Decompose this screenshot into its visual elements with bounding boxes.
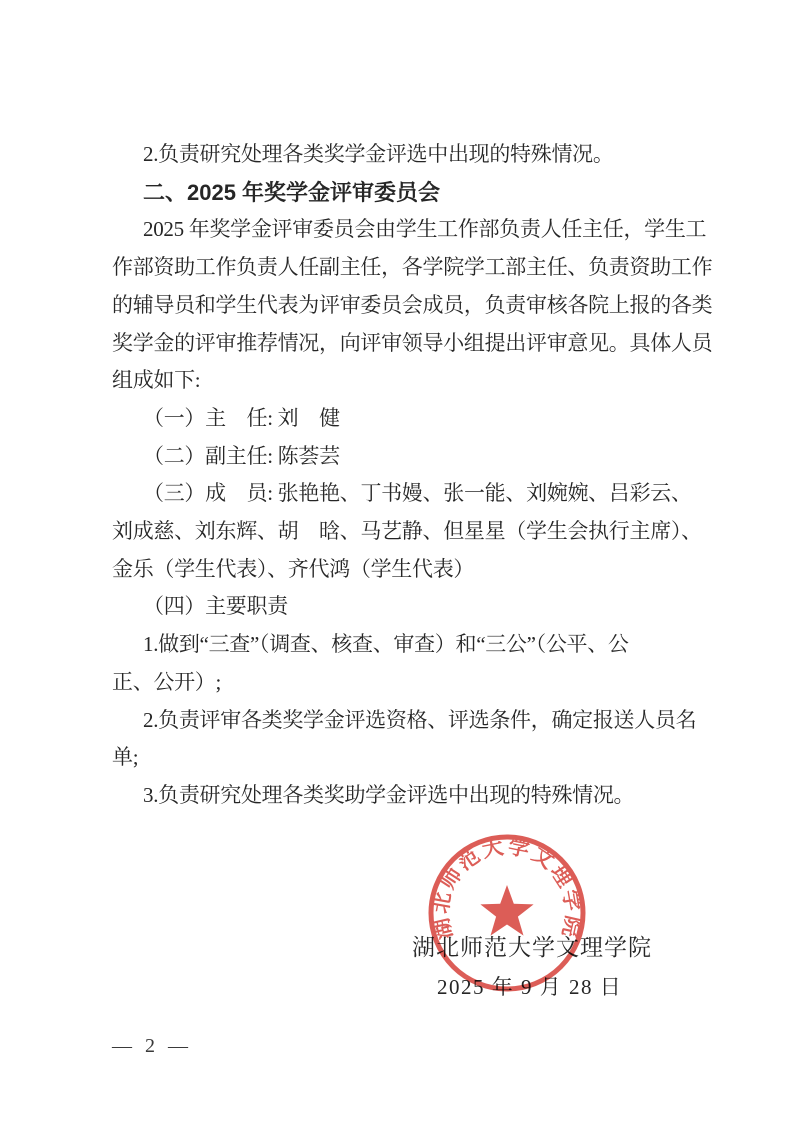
doc-line: 2025 年奖学金评审委员会由学生工作部负责人任主任，学生工 xyxy=(143,217,707,242)
doc-line-director: （一）主 任: 刘 健 xyxy=(143,405,340,430)
doc-line: 组成如下: xyxy=(112,368,201,393)
page-number: — 2 — xyxy=(112,1035,192,1057)
doc-line: 正、公开）; xyxy=(112,669,222,694)
doc-line: 单; xyxy=(112,745,139,770)
doc-line: 作部资助工作负责人任副主任，各学院学工部主任、负责资助工作 xyxy=(112,255,713,280)
official-seal xyxy=(424,830,590,996)
document-body xyxy=(112,136,713,815)
doc-line: 金乐（学生代表）、齐代鸿（学生代表） xyxy=(112,556,475,581)
doc-line: 1.做到“三查”（调查、核查、审查）和“三公”（公平、公 xyxy=(143,632,629,657)
doc-line-members: （三）成 员: 张艳艳、丁书嫚、张一能、刘婉婉、吕彩云、 xyxy=(143,481,692,506)
doc-line: 奖学金的评审推荐情况，向评审领导小组提出评审意见。具体人员 xyxy=(112,330,713,355)
doc-line: 3.负责研究处理各类奖助学金评选中出现的特殊情况。 xyxy=(143,782,635,807)
doc-line: 2.负责研究处理各类奖学金评选中出现的特殊情况。 xyxy=(143,142,614,166)
signature-organization: 湖北师范大学文理学院 xyxy=(412,935,652,960)
seal-star-icon xyxy=(480,885,533,936)
doc-line-deputy-director: （二）副主任: 陈荟芸 xyxy=(143,443,340,468)
section-heading: 二、2025 年奖学金评审委员会 xyxy=(143,179,441,205)
doc-line: 2.负责评审各类奖学金评选资格、评选条件，确定报送人员名 xyxy=(143,707,697,732)
doc-line: 的辅导员和学生代表为评审委员会成员，负责审核各院上报的各类 xyxy=(112,292,713,317)
seal-inscription: 湖北师范大学文理学院 xyxy=(428,834,586,942)
signature-date: 2025 年 9 月 28 日 xyxy=(437,975,623,999)
doc-line: 刘成慈、刘东辉、胡 晗、马艺静、但星星（学生会执行主席）、 xyxy=(112,519,702,544)
doc-line-duties-heading: （四）主要职责 xyxy=(143,594,288,619)
